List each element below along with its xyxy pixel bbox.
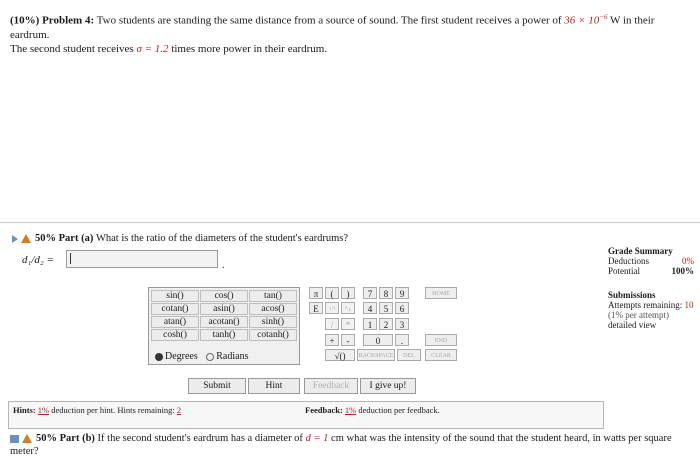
expand-arrow-icon[interactable]	[12, 235, 18, 243]
sigma-expression: σ = 1.2	[136, 42, 169, 55]
hints-pct[interactable]: 1%	[37, 405, 50, 415]
key-7[interactable]: 7	[363, 287, 377, 299]
key-4[interactable]: 4	[363, 302, 377, 314]
deductions-label: Deductions	[608, 256, 649, 266]
per-attempt-note: (1% per attempt)	[608, 310, 669, 320]
key-3[interactable]: 3	[395, 318, 409, 330]
feedback-pct[interactable]: 1%	[344, 405, 357, 415]
attempts-label: Attempts remaining:	[608, 300, 683, 310]
diameter-expression: d = 1	[305, 433, 329, 444]
feedback-label: Feedback:	[305, 405, 343, 415]
grade-summary-title: Grade Summary	[608, 246, 673, 256]
function-grid	[151, 290, 297, 341]
down-key[interactable]: ^↓	[341, 302, 355, 314]
hints-feedback-bar	[8, 401, 604, 429]
attempts-value: 10	[684, 300, 694, 310]
submissions-title: Submissions	[608, 290, 656, 300]
problem-text-3: times more power in their eardrum.	[168, 42, 328, 55]
feedback-info	[305, 405, 440, 415]
answer-label: d₁/d₂ =	[22, 254, 54, 266]
e-key[interactable]: E	[309, 302, 323, 314]
cos-button[interactable]: cos()	[200, 290, 248, 302]
tanh-button[interactable]: tanh()	[200, 329, 248, 341]
text-cursor	[70, 253, 71, 264]
del-key[interactable]: DEL	[397, 349, 421, 361]
radians-label: Radians	[216, 351, 249, 362]
key-5[interactable]: 5	[379, 302, 393, 314]
sqrt-key[interactable]: √()	[325, 349, 355, 361]
home-key[interactable]: HOME	[425, 287, 457, 299]
angle-mode	[155, 351, 248, 362]
degrees-radio[interactable]	[155, 353, 163, 361]
pi-key[interactable]: π	[309, 287, 323, 299]
cotanh-button[interactable]: cotanh()	[249, 329, 297, 341]
dot-key[interactable]: .	[395, 334, 409, 346]
key-2[interactable]: 2	[379, 318, 393, 330]
open-paren-key[interactable]: (	[325, 287, 339, 299]
submit-button[interactable]: Submit	[188, 378, 246, 394]
section-divider	[0, 222, 700, 223]
deductions-row	[608, 256, 694, 266]
end-key[interactable]: END	[425, 334, 457, 346]
hints-info	[13, 405, 181, 415]
plus-key[interactable]: +	[325, 334, 339, 346]
acos-button[interactable]: acos()	[249, 303, 297, 315]
part-a-question: What is the ratio of the diameters of the student's eardrums?	[95, 233, 349, 244]
clear-key[interactable]: CLEAR	[425, 349, 457, 361]
up-key[interactable]: ↑^	[325, 302, 339, 314]
part-a-header	[12, 233, 348, 244]
answer-input[interactable]	[66, 250, 218, 268]
key-8[interactable]: 8	[379, 287, 393, 299]
minus-key[interactable]: -	[341, 334, 355, 346]
feedback-text: deduction per feedback.	[356, 405, 440, 415]
problem-text-2: The second student receives	[10, 42, 137, 55]
part-a-label: 50% Part (a)	[35, 233, 94, 244]
attempts-row	[608, 300, 694, 310]
grade-summary	[608, 246, 694, 330]
power-value: 36 × 10	[564, 14, 600, 27]
part-b-header	[10, 432, 694, 458]
problem-statement	[10, 10, 694, 56]
star-key[interactable]: *	[341, 318, 355, 330]
warning-icon	[21, 234, 31, 243]
key-6[interactable]: 6	[395, 302, 409, 314]
cotan-button[interactable]: cotan()	[151, 303, 199, 315]
slash-key[interactable]: /	[325, 318, 339, 330]
part-b-label: 50% Part (b)	[36, 433, 95, 444]
hints-label: Hints:	[13, 405, 36, 415]
warning-icon	[22, 434, 32, 443]
radians-radio[interactable]	[206, 353, 214, 361]
cosh-button[interactable]: cosh()	[151, 329, 199, 341]
potential-value: 100%	[671, 266, 694, 276]
key-1[interactable]: 1	[363, 318, 377, 330]
detailed-view-link[interactable]: detailed view	[608, 320, 657, 330]
backspace-key[interactable]: BACKSPACE	[357, 349, 395, 361]
hints-remaining[interactable]: 2	[176, 405, 182, 415]
atan-button[interactable]: atan()	[151, 316, 199, 328]
key-9[interactable]: 9	[395, 287, 409, 299]
part-icon	[10, 435, 19, 443]
answer-period: .	[222, 260, 225, 271]
power-unit: W in their eardrum.	[10, 14, 655, 41]
key-0[interactable]: 0	[363, 334, 393, 346]
potential-row	[608, 266, 694, 276]
power-exponent: −6	[599, 13, 608, 21]
hints-text: deduction per hint. Hints remaining:	[49, 405, 177, 415]
give-up-button[interactable]: I give up!	[360, 378, 416, 394]
potential-label: Potential	[608, 266, 640, 276]
part-b-text-2: cm what was the intensity of the sound that the student heard, in watts per square meter?	[10, 433, 672, 457]
sinh-button[interactable]: sinh()	[249, 316, 297, 328]
asin-button[interactable]: asin()	[200, 303, 248, 315]
degrees-label: Degrees	[165, 351, 198, 362]
problem-text-1: Two students are standing the same distance from a source of sound. The first student receives a power of	[94, 14, 565, 27]
problem-prefix: (10%) Problem 4:	[10, 14, 95, 27]
close-paren-key[interactable]: )	[341, 287, 355, 299]
tan-button[interactable]: tan()	[249, 290, 297, 302]
feedback-button[interactable]: Feedback	[304, 378, 358, 394]
sin-button[interactable]: sin()	[151, 290, 199, 302]
deductions-value: 0%	[682, 256, 694, 266]
function-panel	[148, 287, 300, 365]
hint-button[interactable]: Hint	[248, 378, 300, 394]
part-b-text-1: If the second student's eardrum has a diameter of	[94, 433, 306, 444]
acotan-button[interactable]: acotan()	[200, 316, 248, 328]
